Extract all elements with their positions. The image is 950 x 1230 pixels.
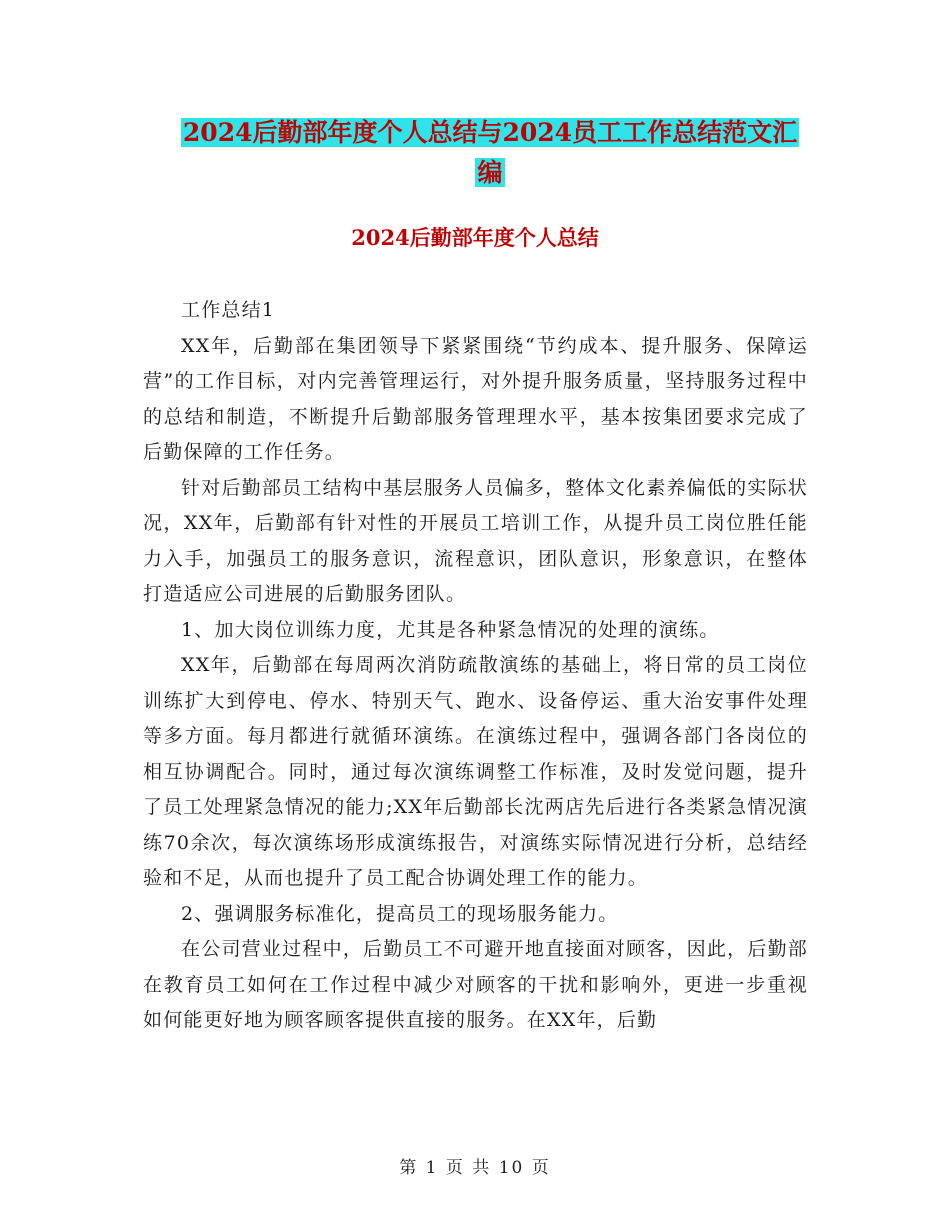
paragraph: XX年，后勤部在每周两次消防疏散演练的基础上，将日常的员工岗位训练扩大到停电、停水、特别天气、跑水、设备停运、重大治安事件处理等多方面。每月都进行就循环演练。在演练过程中，强调各部门各岗位的相互协调配合。同时，通过每次演练调整工作标准，及时发觉问题，提升了员工处理紧急情况的能力;XX年后勤部长沈两店先后进行各类紧急情况演练70余次，每次演练场形成演练报告，对演练实际情况进行分析，总结经验和不足，从而也提升了员工配合协调处理工作的能力。: [143, 654, 808, 889]
page-footer: 第 1 页 共 10 页: [399, 1158, 551, 1178]
document-body: [143, 293, 808, 1039]
paragraph: 在公司营业过程中，后勤员工不可避开地直接面对顾客，因此，后勤部在教育员工如何在工作过程中减少对顾客的干扰和影响外，更进一步重视如何能更好地为顾客顾客提供直接的服务。在XX年，后勤: [143, 938, 808, 1031]
paragraph-heading: 工作总结1: [181, 299, 276, 321]
paragraph-subheading: 1、加大岗位训练力度，尤其是各种紧急情况的处理的演练。: [181, 618, 720, 641]
section-title: 2024后勤部年度个人总结: [351, 225, 599, 250]
paragraph-subheading: 2、强调服务标准化，提高员工的现场服务能力。: [181, 902, 619, 925]
document-title-line-1: 2024后勤部年度个人总结与2024员工工作总结范文汇: [182, 118, 798, 147]
paragraph: XX年，后勤部在集团领导下紧紧围绕“节约成本、提升服务、保障运营”的工作目标，对内完善管理运行，对外提升服务质量，坚持服务过程中的总结和制造，不断提升后勤部服务管理理水平，基本按集团要求完成了后勤保障的工作任务。: [143, 334, 808, 463]
document-title: [150, 113, 830, 193]
paragraph: 针对后勤部员工结构中基层服务人员偏多，整体文化素养偏低的实际状况，XX年，后勤部有针对性的开展员工培训工作，从提升员工岗位胜任能力入手，加强员工的服务意识，流程意识，团队意识，形象意识，在整体打造适应公司进展的后勤服务团队。: [143, 476, 808, 605]
document-title-line-2: 编: [477, 158, 503, 187]
